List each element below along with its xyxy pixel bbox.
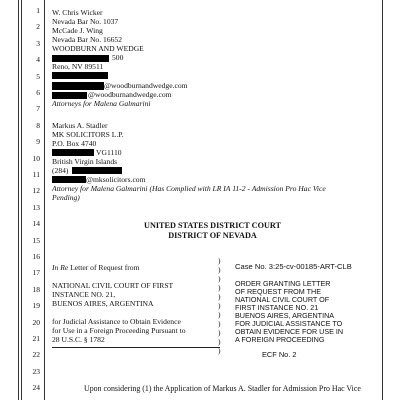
body-line-24: Upon considering (1) the Application of Markus A. Stadler for Admission Pro Hac Vice <box>84 384 361 393</box>
attorneys-for-1: Attorneys for Malena Galmarini <box>52 99 151 108</box>
email-domain-3: @mksolicitors.com <box>86 175 146 184</box>
caption-paren: ) <box>218 328 221 337</box>
order-title-8: A FOREIGN PROCEEDING <box>235 335 325 344</box>
line-number: 9 <box>36 137 40 147</box>
order-title-4: FIRST INSTANCE NO. 21 <box>235 303 319 312</box>
in-re-italic: In Re <box>52 263 69 272</box>
caption-paren: ) <box>218 301 221 310</box>
right-margin-rule <box>382 0 383 400</box>
caption-paren: ) <box>218 310 221 319</box>
redaction-box <box>52 82 104 90</box>
court-district: DISTRICT OF NEVADA <box>168 231 257 240</box>
caption-paren: ) <box>218 283 221 292</box>
line-number: 2 <box>36 22 40 32</box>
line-number: 14 <box>32 219 40 229</box>
line-number: 20 <box>32 317 40 327</box>
counsel-name-3: Markus A. Stadler <box>52 121 108 130</box>
postal-code: VG1110 <box>96 148 122 157</box>
caption-left-1: NATIONAL CIVIL COURT OF FIRST <box>52 281 174 290</box>
counsel-name-2: McCade J. Wing <box>52 26 103 35</box>
caption-paren: ) <box>218 292 221 301</box>
caption-left-3: BUENOS AIRES, ARGENTINA <box>52 299 154 308</box>
redaction-box <box>52 92 87 99</box>
caption-left-5: for Use in a Foreign Proceeding Pursuant to <box>52 326 186 335</box>
redaction-box <box>52 72 108 79</box>
line-number: 3 <box>36 38 40 48</box>
counsel-name-1: W. Chris Wicker <box>52 8 103 17</box>
firm-name-1: WOODBURN AND WEDGE <box>52 44 144 53</box>
line-number: 4 <box>36 55 40 65</box>
case-number: Case No. 3:25-cv-00185-ART-CLB <box>235 262 352 271</box>
caption-paren: ) <box>218 256 221 265</box>
line-number: 1 <box>36 6 40 15</box>
line-number: 8 <box>36 120 40 130</box>
line-number: 7 <box>36 104 40 114</box>
line-number: 17 <box>32 268 40 278</box>
order-title-3: NATIONAL CIVIL COURT OF <box>235 295 330 304</box>
in-re-rest: Letter of Request from <box>68 263 140 272</box>
email-domain-1: @woodburnandwedge.com <box>104 81 188 90</box>
order-title-7: OBTAIN EVIDENCE FOR USE IN <box>235 327 344 336</box>
order-title-5: BUENOS AIRES, ARGENTINA <box>235 311 335 320</box>
line-number: 18 <box>32 284 40 294</box>
redaction-box <box>72 167 122 174</box>
redaction-box <box>52 55 109 62</box>
caption-paren: ) <box>218 319 221 328</box>
line-number: 23 <box>32 366 40 376</box>
email-domain-2: @woodburnandwedge.com <box>88 90 172 99</box>
caption-underline <box>52 347 220 348</box>
caption-paren: ) <box>218 346 221 355</box>
margin-rule-inner <box>21 0 22 400</box>
counsel-bar-1: Nevada Bar No. 1037 <box>52 17 119 26</box>
margin-rule-outer <box>18 0 19 400</box>
country: British Virgin Islands <box>52 157 118 166</box>
order-title-6: FOR JUDICIAL ASSISTANCE TO <box>235 319 343 328</box>
caption-left-6: 28 U.S.C. § 1782 <box>52 335 105 344</box>
phone-prefix: (284) <box>52 166 69 175</box>
caption-paren: ) <box>218 337 221 346</box>
line-number-rule <box>44 0 45 400</box>
redaction-box <box>52 176 86 183</box>
caption-left-4: for Judicial Assistance to Obtain Evidence <box>52 317 181 326</box>
line-number: 6 <box>36 88 40 97</box>
address-suffix: 500 <box>112 53 124 62</box>
line-number: 11 <box>32 170 40 179</box>
po-box: P.O. Box 4740 <box>52 139 97 148</box>
attorneys-for-2-line2: Pending) <box>52 193 80 202</box>
order-title-1: ORDER GRANTING LETTER <box>235 279 331 288</box>
line-number: 12 <box>32 186 40 196</box>
line-number: 16 <box>32 252 40 261</box>
line-number: 24 <box>32 383 40 393</box>
line-number: 13 <box>32 202 40 212</box>
counsel-bar-2: Nevada Bar No. 16652 <box>52 35 123 44</box>
line-number: 15 <box>32 235 40 245</box>
line-number: 5 <box>36 71 40 81</box>
line-number: 10 <box>32 153 40 163</box>
caption-left-2: INSTANCE NO. 21, <box>52 290 116 299</box>
ecf-number: ECF No. 2 <box>262 350 297 359</box>
firm-name-2: MK SOLICITORS L.P. <box>52 130 124 139</box>
line-number: 22 <box>32 350 40 360</box>
attorneys-for-2-line1: Attorney for Malena Galmarini (Has Complied with LR IA 11-2 - Admission Pro Hac Vice <box>52 184 326 193</box>
order-title-2: OF REQUEST FROM THE <box>235 287 321 296</box>
caption-paren: ) <box>218 265 221 274</box>
line-number: 19 <box>32 301 40 311</box>
court-title: UNITED STATES DISTRICT COURT <box>144 221 281 230</box>
redaction-box <box>52 149 94 156</box>
line-number: 21 <box>32 334 40 343</box>
city-line: Reno, NV 89511 <box>52 62 104 71</box>
caption-in-re <box>52 263 140 272</box>
caption-paren: ) <box>218 274 221 283</box>
